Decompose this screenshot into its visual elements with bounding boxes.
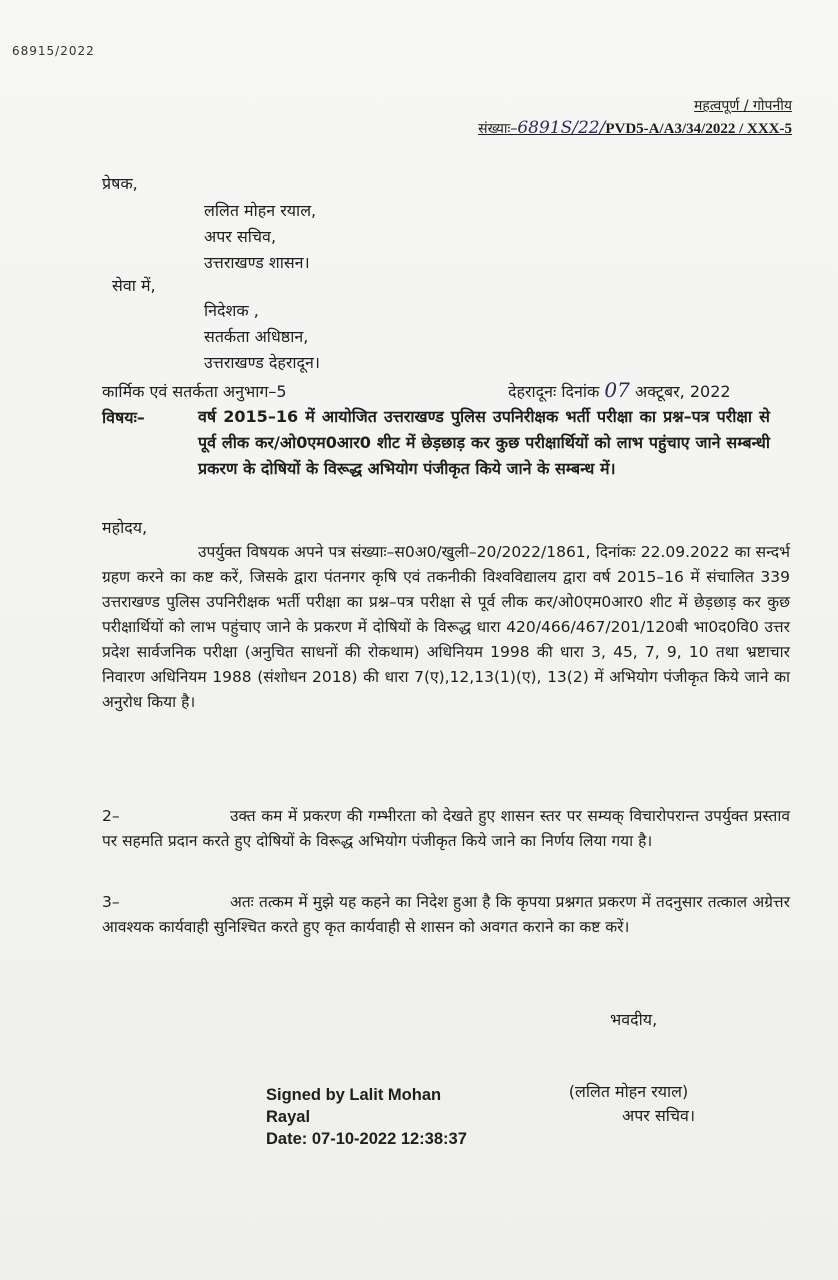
recipient-location: उत्तराखण्ड देहरादून।: [204, 353, 320, 372]
sender-block: [204, 198, 316, 276]
digital-signature-line1: Signed by Lalit Mohan: [266, 1086, 442, 1104]
paragraph-2-text: उक्त कम में प्रकरण की गम्भीरता को देखते हुए शासन स्तर पर सम्यक् विचारोपरान्त उपर्युक्त प्रस्ताव पर सहमति प्रदान करते हुए दोषियों के विरूद्ध अभियोग पंजीकृत किये जाने का निर्णय लिया गया है।: [102, 807, 790, 850]
paragraph-3-text: अतः तत्कम में मुझे यह कहने का निदेश हुआ है कि कृपया प्रश्नगत प्रकरण में तदनुसार तत्काल अग्रेत्तर आवश्यक कार्यवाही सुनिश्चित करते हुए कृत कार्यवाही से शासन को अवगत कराने का कष्ट करें।: [102, 893, 790, 936]
recipient-label: सेवा में,: [112, 276, 156, 295]
dateline: [508, 378, 731, 402]
salutation: महोदय,: [102, 518, 148, 537]
digital-signature-line3: Date: 07-10-2022 12:38:37: [266, 1130, 467, 1148]
signatory-block: [562, 1080, 695, 1128]
paragraph-2: [102, 804, 790, 854]
reference-handwritten: 6891S/22/: [517, 118, 606, 138]
sender-name: ललित मोहन रयाल,: [204, 201, 317, 220]
paragraph-3: [102, 890, 790, 940]
recipient-designation: निदेशक ,: [204, 301, 259, 320]
recipient-block: [204, 298, 320, 376]
reference-number: [478, 118, 792, 138]
sender-label: प्रेषक,: [102, 174, 138, 193]
file-number: 68915/2022: [12, 44, 95, 58]
dateline-month-year: अक्टूबर, 2022: [634, 382, 731, 401]
recipient-office: सतर्कता अधिष्ठान,: [204, 327, 309, 346]
signatory-name: (ललित मोहन रयाल): [568, 1082, 689, 1101]
digital-signature: [266, 1084, 526, 1150]
sender-designation: अपर सचिव,: [204, 227, 277, 246]
digital-signature-line2: Rayal: [266, 1108, 311, 1126]
signatory-designation: अपर सचिव।: [622, 1106, 696, 1125]
reference-prefix: संख्याः–: [478, 121, 518, 137]
closing: भवदीय,: [610, 1010, 658, 1029]
department-line: कार्मिक एवं सतर्कता अनुभाग–5: [102, 382, 287, 401]
dateline-prefix: देहरादूनः दिनांक: [508, 382, 600, 401]
subject-text: वर्ष 2015–16 में आयोजित उत्तराखण्ड पुलिस उपनिरीक्षक भर्ती परीक्षा का प्रश्न–पत्र परीक्षा से पूर्व लीक कर/ओ0एम0आर0 शीट में छेड़छाड़ कर कुछ परीक्षार्थियों को लाभ पहुंचाए जाने सम्बन्धी प्रकरण के दोषियों के विरूद्ध अभियोग पंजीकृत किये जाने के सम्बन्ध में।: [198, 407, 770, 478]
dateline-day: 07: [604, 378, 630, 402]
sender-office: उत्तराखण्ड शासन।: [204, 253, 310, 272]
paragraph-1: उपर्युक्त विषयक अपने पत्र संख्याः–स0अ0/खुली–20/2022/1861, दिनांकः 22.09.2022 का सन्दर्भ ग्रहण करने का कष्ट करें, जिसके द्वारा पंतनगर कृषि एवं तकनीकी विश्वविद्यालय द्वारा वर्ष 2015–16 में संचालित 339 उत्तराखण्ड पुलिस उपनिरीक्षक भर्ती परीक्षा का प्रश्न–पत्र परीक्षा से पूर्व लीक कर/ओ0एम0आर0 शीट में छेड़छाड़ कर कुछ परीक्षार्थियों को लाभ पहुंचाए जाने के प्रकरण में दोषियों के विरूद्ध धारा 420/466/467/201/120बी भा0द0वि0 उत्तर प्रदेश सार्वजनिक परीक्षा (अनुचित साधनों की रोकथाम) अधिनियम 1998 की धारा 3, 45, 7, 9, 10 तथा भ्रष्टाचार निवारण अधिनियम 1988 (संशोधन 2018) की धारा 7(ए),12,13(1)(ए), 13(2) में अभियोग पंजीकृत किये जाने का अनुरोध किया है।: [102, 543, 790, 711]
reference-code: PVD5-A/A3/34/2022 / XXX-5: [605, 121, 792, 137]
paragraph-2-number: 2–: [102, 807, 120, 825]
paragraph-3-number: 3–: [102, 893, 120, 911]
subject-label: विषयः–: [102, 408, 145, 427]
classification-label: महत्वपूर्ण / गोपनीय: [694, 98, 792, 114]
